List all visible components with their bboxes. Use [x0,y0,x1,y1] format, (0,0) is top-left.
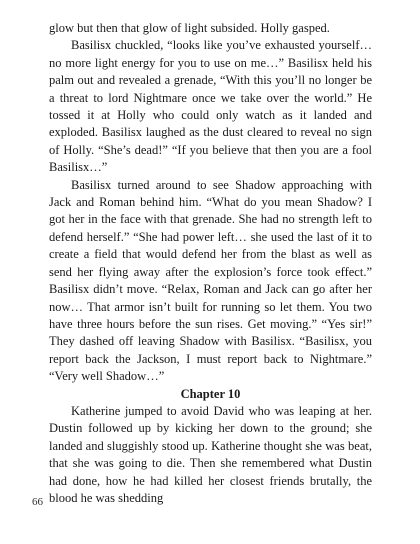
paragraph-basilisx-grenade: Basilisx chuckled, “looks like you’ve exhausted yourself… no more light energy for you to use on me…” Basilisx held his palm out and revealed a grenade, “With this you’ll no longer be a threat to lord Nightmare once we take over the world.” He tossed it at Holly who could only watch as it landed and exploded. Basilisx laughed as the dust cleared to reveal no sign of Holly. “She’s dead!” “If you believe that then you are a fool Basilisx…” [49,38,372,175]
paragraph-continuation: glow but then that glow of light subsided. Holly gasped. [49,21,330,35]
paragraph-katherine: Katherine jumped to avoid David who was leaping at her. Dustin followed up by kicking her down to the ground; she landed and sluggishly stood up. Katherine thought she was beat, that she was going to die. Then she remembered what Dustin had done, how he had killed her closest friends brutally, the blood he was shedding [49,403,372,505]
page-number: 66 [32,496,43,508]
paragraph-shadow-arrives: Basilisx turned around to see Shadow approaching with Jack and Roman behind him. “What do you mean Shadow? I got her in the face with that grenade. She had no strength left to defend herself.” “She had power left… she used the last of it to create a field that would defend her from the blast as well as send her flying away after the explosion’s force took effect.” Basilisx didn’t move. “Relax, Roman and Jack can go after her now… That armor isn’t built for running so let them. You two have three hours before the sun rises. Get moving.” “Yes sir!” They dashed off leaving Shadow with Basilisx. “Basilisx, you report back the Jackson, I must report back to Nightmare.” “Very well Shadow…” [49,177,372,384]
chapter-heading: Chapter 10 [180,386,241,401]
page-body [49,20,372,507]
